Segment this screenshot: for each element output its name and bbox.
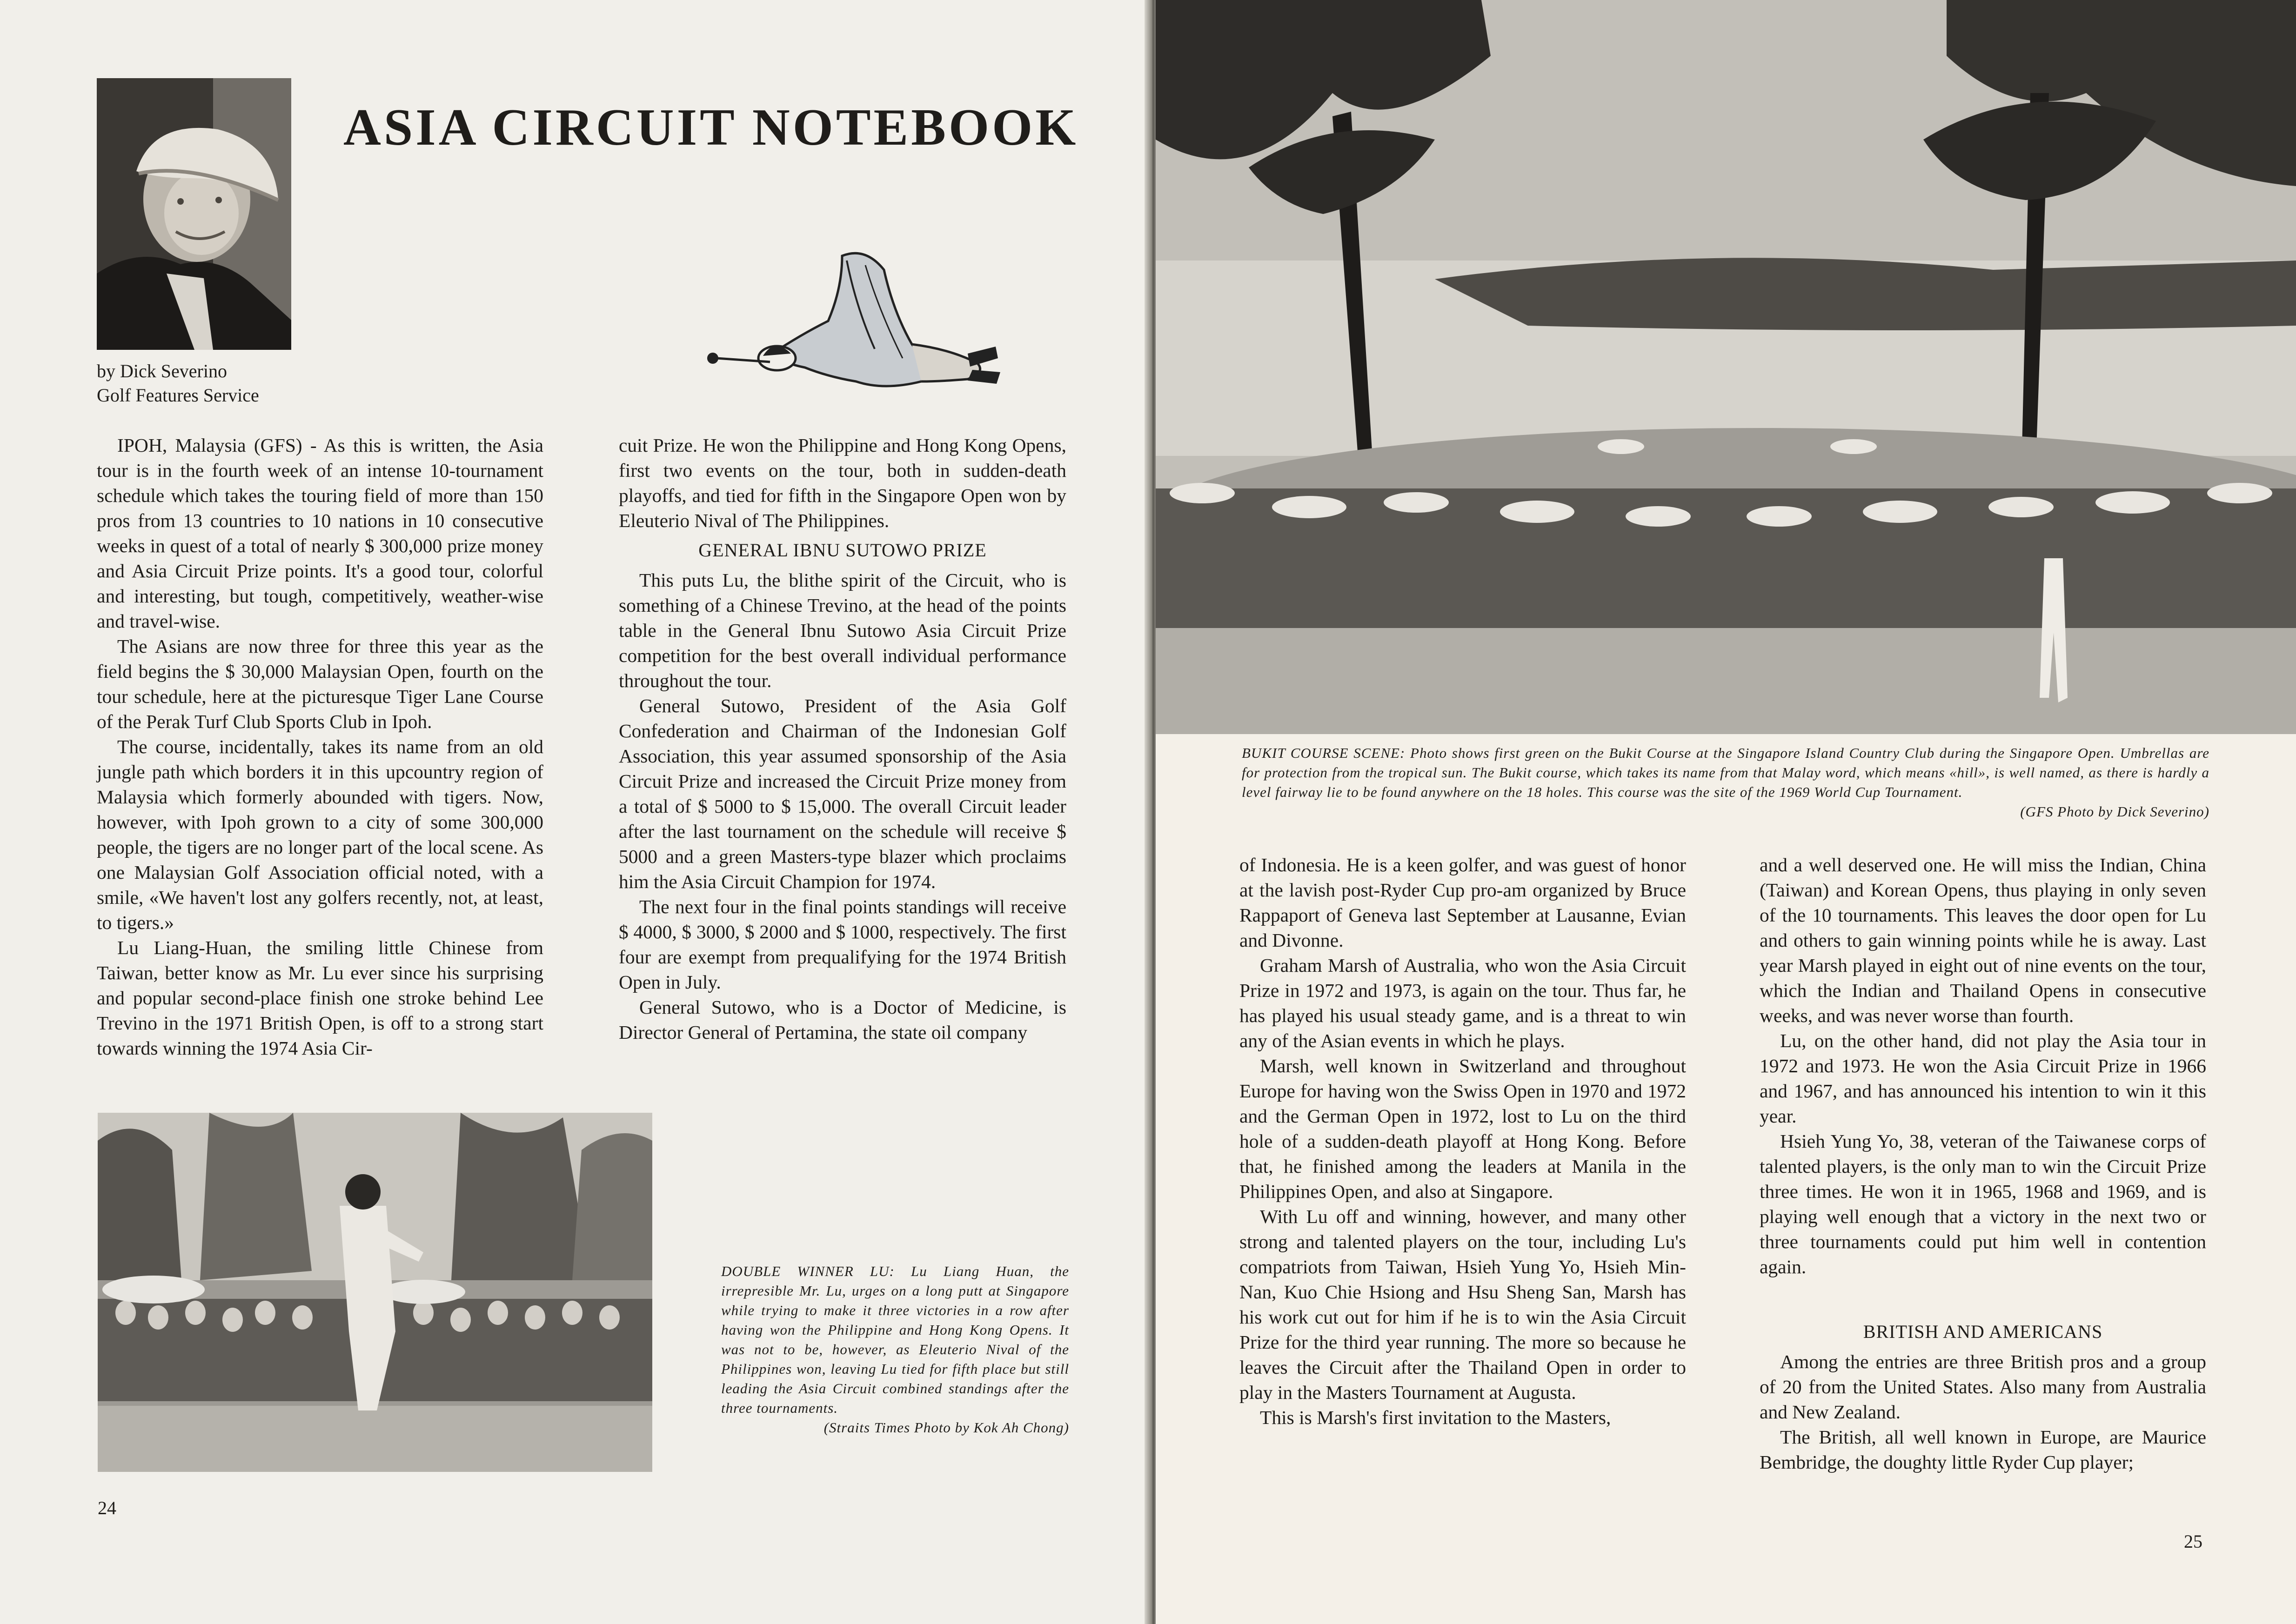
byline-author: by Dick Severino (97, 361, 227, 381)
byline (97, 359, 259, 408)
photo-credit: (GFS Photo by Dick Severino) (2020, 803, 2209, 820)
photo-credit: (Straits Times Photo by Kok Ah Chong) (823, 1419, 1069, 1436)
paragraph: and a well deserved one. He will miss the Indian, China (Taiwan) and Korean Opens, thus playing in only seven of the 10 tournaments. This leaves the door open for Lu and others to gain winning points while he is away. Last year Marsh played in eight out of nine events on the tour, which the Indian and Thailand Opens in consecutive weeks, and was never worse than fourth. (1760, 854, 2206, 1026)
paragraph: General Sutowo, President of the Asia Golf Confederation and Chairman of the Indonesian Golf Association, this year assumed sponsorship of the Asia Circuit Prize and increased the Circuit Prize money from a total of $ 5000 to $ 15,000. The overall Circuit leader after the last tournament on the schedule will receive $ 5000 and a green Masters-type blazer which proclaims him the Asia Circuit Champion for 1974. (619, 695, 1066, 892)
paragraph: With Lu off and winning, however, and many other strong and talented players on the tour, including Lu's compatriots from Taiwan, Hsieh Yung Yo, Hsieh Min-Nan, Kuo Chie Hsiong and Hsu Sheng San, Marsh has his work cut out for him if he is to win the Asia Circuit Prize for the third year running. The more so because he leaves the Circuit after the Thailand Open in order to play in the Masters Tournament at Augusta. (1239, 1206, 1686, 1403)
lu-photo-caption (721, 1262, 1069, 1437)
section-heading: BRITISH AND AMERICANS (1863, 1321, 2103, 1342)
bukit-course-photo (1156, 0, 2296, 734)
paragraph: This puts Lu, the blithe spirit of the Circuit, who is something of a Chinese Trevino, at the head of the points table in the General Ibnu Sutowo Asia Circuit Prize competition for the best overall individual performance throughout the tour. (619, 569, 1066, 691)
paragraph: Hsieh Yung Yo, 38, veteran of the Taiwanese corps of talented players, is the only man to win the Circuit Prize three times. He won it in 1965, 1968 and 1969, and is playing well enough that a victory in the next two or three tournaments could put him well in contention again. (1760, 1130, 2206, 1277)
paragraph: Marsh, well known in Switzerland and throughout Europe for having won the Swiss Open in 1970 and 1972 and the German Open in 1972, lost to Lu on the third hole of a sudden-death playoff at Hong Kong. Before that, he finished among the leaders at Manila in the Philippines Open, and also at Singapore. (1239, 1055, 1686, 1202)
paragraph: This is Marsh's first invitation to the Masters, (1260, 1407, 1611, 1428)
right-column-1 (1239, 852, 1686, 1430)
paragraph: Lu, on the other hand, did not play the Asia tour in 1972 and 1973. He won the Asia Circuit Prize in 1966 and 1967, and has announced his intention to win it this year. (1760, 1030, 2206, 1127)
bukit-photo-caption (1242, 743, 2209, 822)
section-heading: GENERAL IBNU SUTOWO PRIZE (698, 540, 987, 561)
paragraph: Lu Liang-Huan, the smiling little Chinese from Taiwan, better know as Mr. Lu ever since his surprising and popular second-place finish one stroke behind Lee Trevino in the 1971 British Open, is off to a strong start towards winning the 1974 Asia Cir- (97, 937, 543, 1059)
paragraph: Among the entries are three British pros and a group of 20 from the United States. Also many from Australia and New Zealand. (1760, 1351, 2206, 1423)
caption-text: BUKIT COURSE SCENE: Photo shows first green on the Bukit Course at the Singapore Island Country Club during the Singapore Open. Umbrellas are for protection from the tropical sun. The Bukit course, which takes its name from that Malay word, which means «hill», is well named, as there is hardly a level fairway lie to be found anywhere on the 18 holes. This course was the site of the 1969 World Cup Tournament. (1242, 745, 2209, 800)
paragraph: The Asians are now three for three this year as the field begins the $ 30,000 Malaysian Open, fourth on the tour schedule, here at the picturesque Tiger Lane Course of the Perak Turf Club Sports Club in Ipoh. (97, 635, 543, 732)
byline-service: Golf Features Service (97, 385, 259, 406)
right-page (1156, 0, 2296, 1624)
caption-text: DOUBLE WINNER LU: Lu Liang Huan, the irrepresible Mr. Lu, urges on a long putt at Singapore while trying to make it three victories in a row after having won the Philippine and Hong Kong Opens. It was not to be, however, as Eleuterio Nival of the Philippines won, leaving Lu tied for fifth place but still leading the Asia Circuit combined standings after the three tournaments. (721, 1263, 1069, 1416)
author-portrait (97, 78, 291, 350)
golfer-cartoon (689, 242, 1014, 405)
left-column-2 (619, 433, 1066, 1045)
paragraph: The course, incidentally, takes its name from an old jungle path which borders it in this upcountry region of Malaysia which formerly abounded with tigers. Now, however, with Ipoh grown to a city of some 300,000 people, the tigers are no longer part of the local scene. As one Malaysian Golf Association official noted, with a smile, «We haven't lost any golfers recently, not, at least, to tigers.» (97, 736, 543, 933)
paragraph: of Indonesia. He is a keen golfer, and was guest of honor at the lavish post-Ryder Cup pro-am organized by Bruce Rappaport of Geneva last September at Lausanne, Evian and Divonne. (1239, 854, 1686, 951)
paragraph: Graham Marsh of Australia, who won the Asia Circuit Prize in 1972 and 1973, is again on the tour. Thus far, he has played his usual steady game, and is a threat to win any of the Asian events in which he plays. (1239, 955, 1686, 1051)
paragraph: The next four in the final points standings will receive $ 4000, $ 3000, $ 2000 and $ 1000, respectively. The first four are exempt from prequalifying for the 1974 British Open in July. (619, 896, 1066, 993)
right-column-2 (1760, 852, 2206, 1475)
paragraph: cuit Prize. He won the Philippine and Hong Kong Opens, first two events on the tour, both in sudden-death playoffs, and tied for fifth in the Singapore Open won by Eleuterio Nival of The Philippines. (619, 434, 1066, 531)
page-number: 25 (2184, 1531, 2202, 1552)
page-number: 24 (98, 1497, 116, 1518)
left-column-1 (97, 433, 543, 1061)
article-title: ASIA CIRCUIT NOTEBOOK (343, 99, 1079, 156)
paragraph: IPOH, Malaysia (GFS) - As this is written, the Asia tour is in the fourth week of an intense 10-tournament schedule which takes the touring field of more than 150 pros from 13 countries to 10 nations in 10 consecutive weeks in quest of a total of nearly $ 300,000 prize money and Asia Circuit Prize points. It's a good tour, colorful and interesting, but tough, competitively, weather-wise and travel-wise. (97, 434, 543, 632)
paragraph: The British, all well known in Europe, are Maurice Bembridge, the doughty little Ryder Cup player; (1760, 1426, 2206, 1473)
paragraph: General Sutowo, who is a Doctor of Medicine, is Director General of Pertamina, the state oil company (619, 996, 1066, 1043)
lu-putt-photo (98, 1113, 652, 1472)
